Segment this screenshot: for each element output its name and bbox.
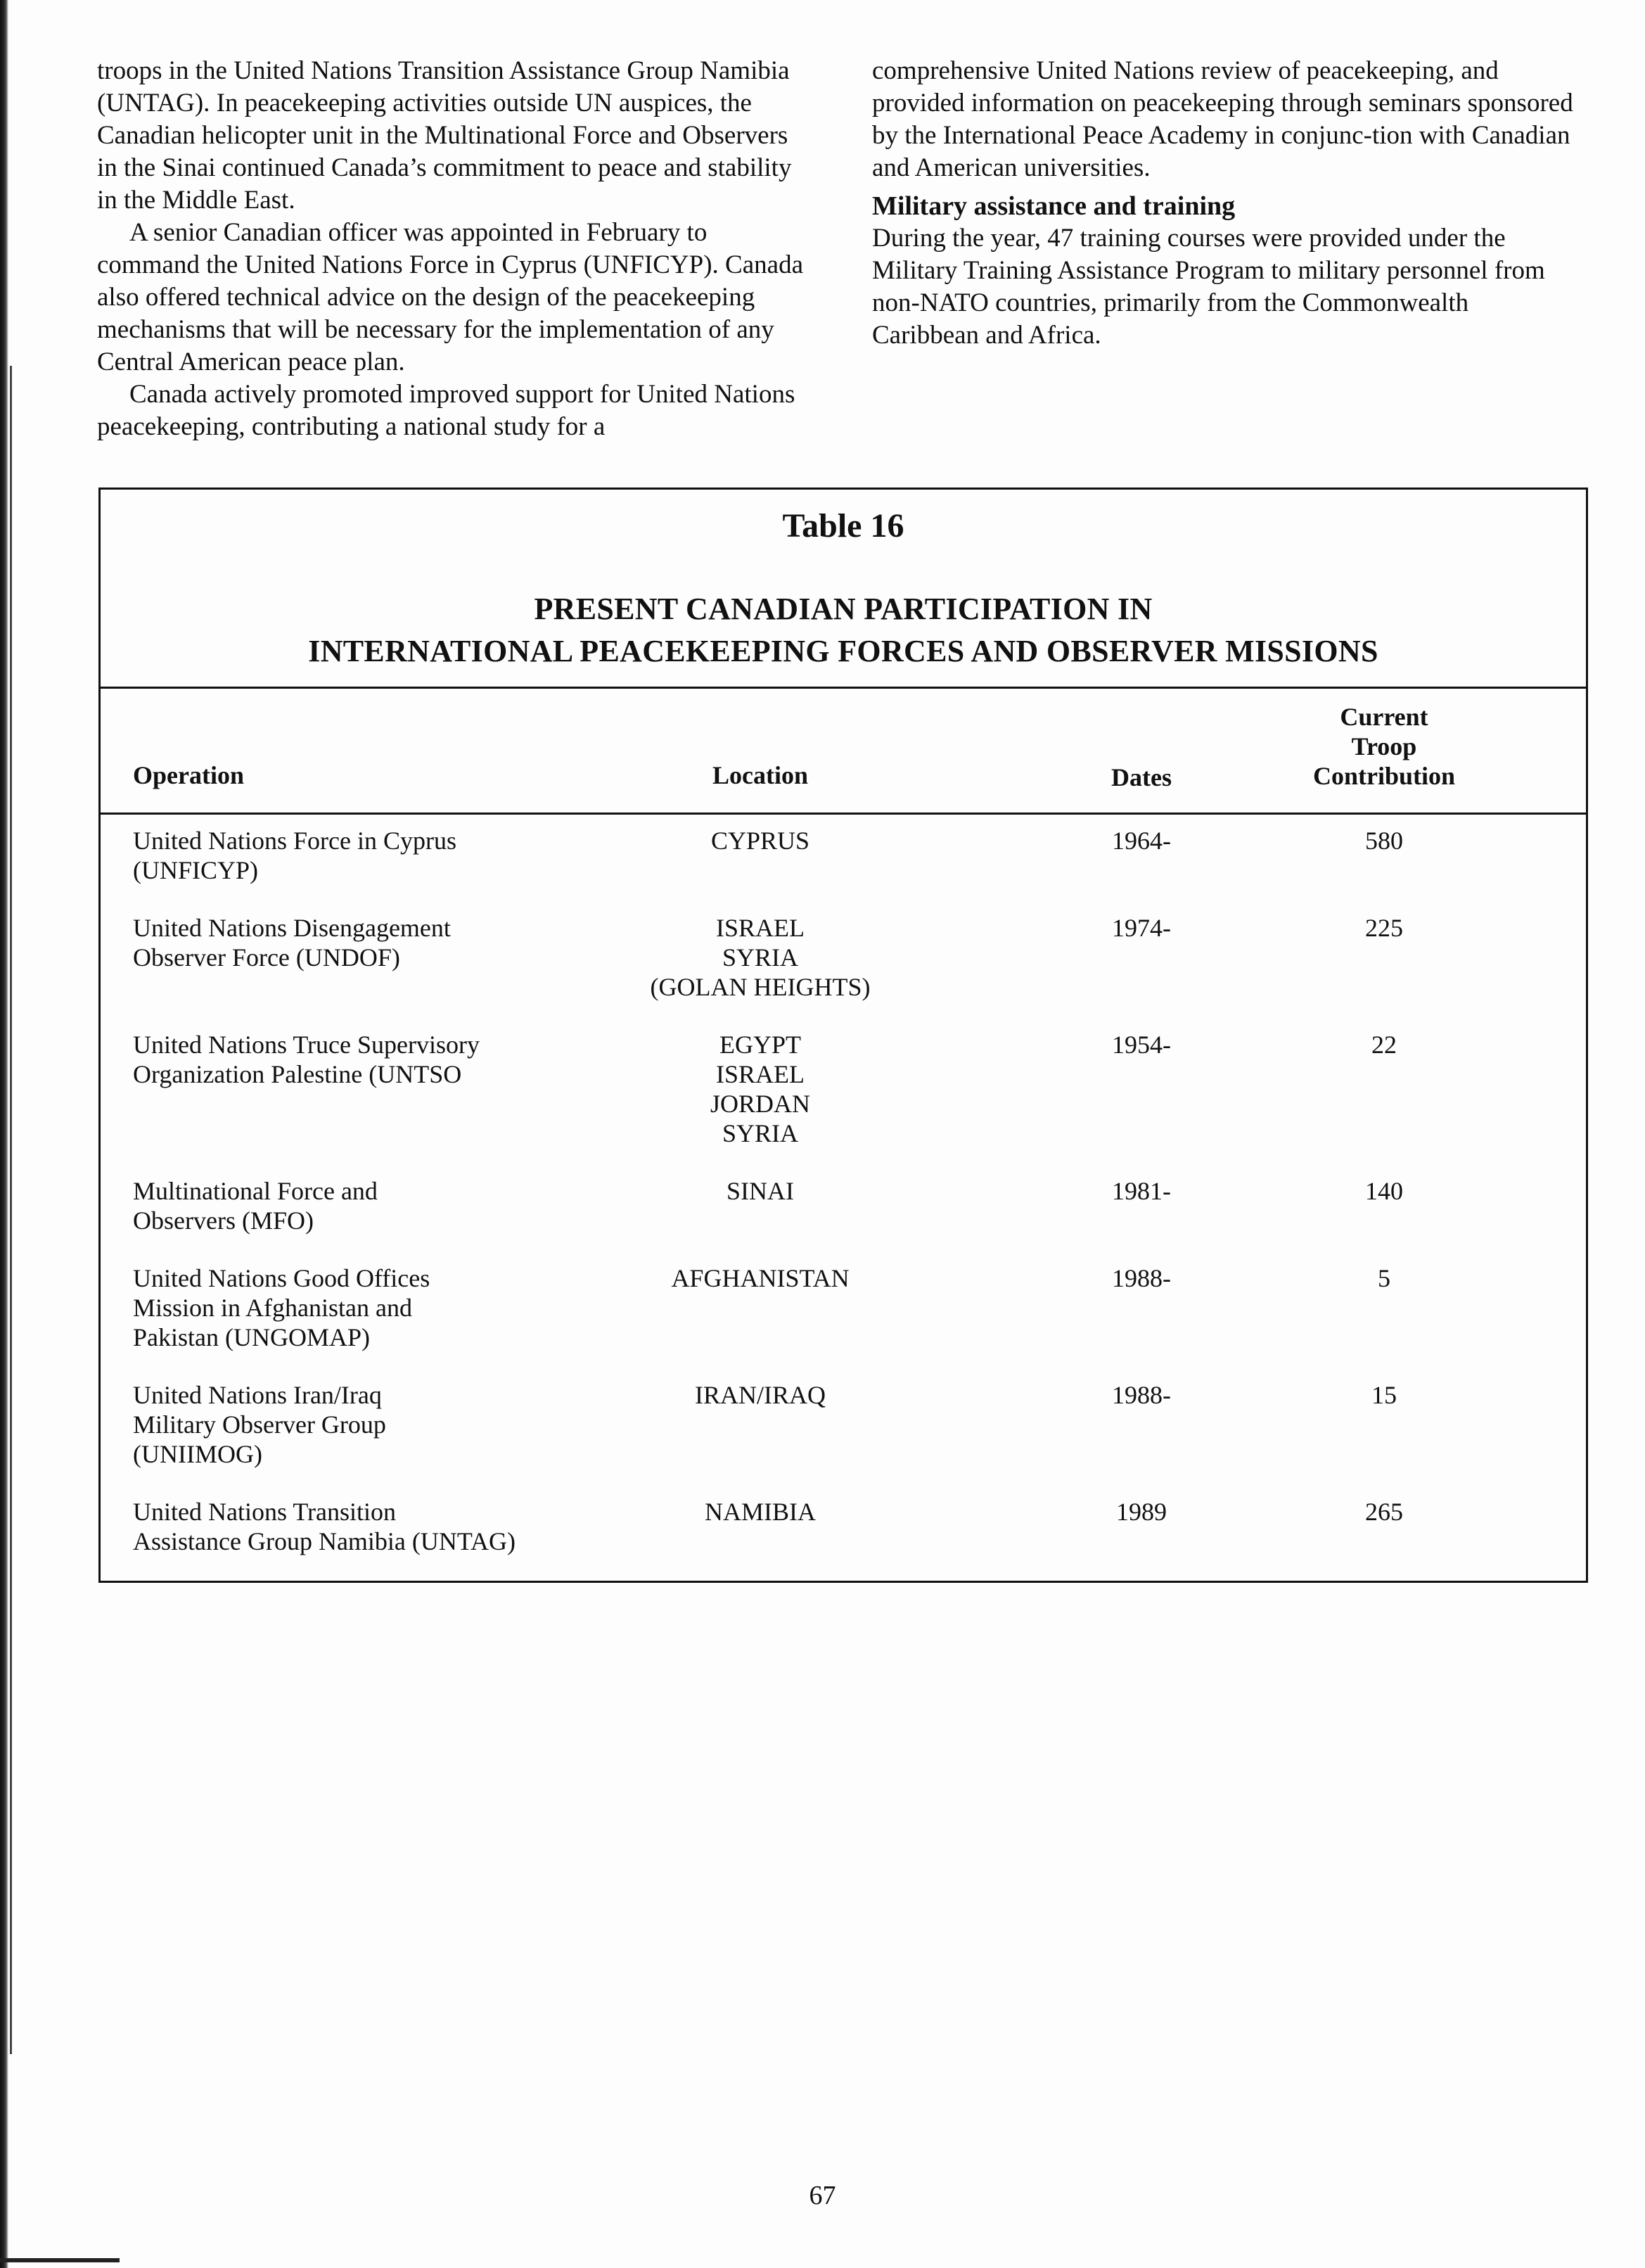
table-row — [101, 1380, 1586, 1497]
scan-smudge — [0, 2258, 120, 2262]
right-column — [872, 55, 1581, 352]
header-troop-line-1: Current — [1340, 703, 1428, 731]
operation-line: Mission in Afghanistan and — [133, 1294, 412, 1322]
table-body — [101, 826, 1586, 1584]
cell-troop-contribution: 580 — [1365, 827, 1403, 855]
peacekeeping-table — [98, 488, 1588, 1583]
left-paragraph-3: Canada actively promoted improved support for United Nations peacekeeping, contributing a national study for a — [97, 380, 795, 441]
cell-dates: 1981- — [1112, 1177, 1171, 1205]
cell-troop-contribution: 5 — [1378, 1264, 1390, 1292]
operation-line: United Nations Truce Supervisory — [133, 1031, 480, 1059]
operation-line: Observer Force (UNDOF) — [133, 943, 400, 971]
operation-line: Military Observer Group — [133, 1410, 386, 1439]
location-line: JORDAN — [710, 1090, 810, 1118]
section-subheading: Military assistance and training — [872, 191, 1236, 221]
location-line: SYRIA — [722, 943, 799, 971]
header-troop-contribution — [1268, 702, 1500, 791]
cell-location — [644, 1176, 876, 1206]
location-line: NAMIBIA — [705, 1498, 816, 1526]
table-title-line-1: PRESENT CANADIAN PARTICIPATION IN — [534, 592, 1153, 626]
cell-dates: 1989 — [1116, 1498, 1167, 1526]
page-number: 67 — [809, 2181, 836, 2210]
cell-operation — [133, 826, 583, 885]
operation-line: United Nations Disengagement — [133, 914, 451, 942]
cell-operation — [133, 1263, 583, 1352]
scan-binding-line — [10, 366, 12, 2054]
cell-dates: 1988- — [1112, 1381, 1171, 1409]
header-dates: Dates — [1111, 763, 1172, 791]
cell-operation — [133, 1176, 583, 1235]
table-title — [101, 588, 1586, 673]
table-row — [101, 1176, 1586, 1263]
cell-location — [644, 826, 876, 855]
location-line: ISRAEL — [716, 1060, 805, 1088]
table-title-line-2: INTERNATIONAL PEACEKEEPING FORCES AND OBSERVER MISSIONS — [308, 634, 1378, 668]
location-line: EGYPT — [719, 1031, 801, 1059]
location-line: SYRIA — [722, 1119, 799, 1147]
cell-location — [644, 1380, 876, 1410]
cell-troop-contribution: 140 — [1365, 1177, 1403, 1205]
operation-line: Assistance Group Namibia (UNTAG) — [133, 1527, 516, 1555]
cell-operation — [133, 1380, 583, 1469]
table-row — [101, 1497, 1586, 1584]
cell-operation — [133, 1030, 583, 1089]
cell-location — [644, 913, 876, 1002]
operation-line: (UNIIMOG) — [133, 1440, 262, 1468]
cell-dates: 1954- — [1112, 1031, 1171, 1059]
header-divider — [101, 813, 1586, 815]
operation-line: Organization Palestine (UNTSO — [133, 1060, 462, 1088]
table-row — [101, 1263, 1586, 1380]
location-line: IRAN/IRAQ — [695, 1381, 826, 1409]
cell-location — [644, 1263, 876, 1293]
cell-dates: 1974- — [1112, 914, 1171, 942]
header-operation: Operation — [133, 761, 244, 789]
operation-line: Pakistan (UNGOMAP) — [133, 1323, 370, 1351]
operation-line: United Nations Transition — [133, 1498, 397, 1526]
title-divider — [101, 687, 1586, 689]
location-line: AFGHANISTAN — [671, 1264, 850, 1292]
location-line: ISRAEL — [716, 914, 805, 942]
location-line: (GOLAN HEIGHTS) — [650, 973, 871, 1001]
left-paragraph-1: troops in the United Nations Transition Assistance Group Namibia (UNTAG). In peacekeeping activities outside UN auspices, the Canadian helicopter unit in the Multinational Force and Observers in the Sinai continued Canada’s commitment to peace and stability in the Middle East. — [97, 56, 792, 215]
cell-operation — [133, 1497, 583, 1556]
location-line: CYPRUS — [710, 827, 810, 855]
body-text — [97, 55, 1581, 449]
cell-troop-contribution: 15 — [1371, 1381, 1397, 1409]
operation-line: United Nations Good Offices — [133, 1264, 430, 1292]
table-row — [101, 913, 1586, 1030]
table-number: Table 16 — [782, 507, 904, 544]
header-location: Location — [712, 761, 808, 789]
cell-location — [644, 1030, 876, 1148]
right-paragraph-1: comprehensive United Nations review of peacekeeping, and provided information on peacekeeping through seminars sponsored by the International Peace Academy in conjunc-tion with Canadian and American universities. — [872, 56, 1573, 182]
cell-location — [644, 1497, 876, 1527]
left-column — [97, 55, 814, 443]
cell-troop-contribution: 265 — [1365, 1498, 1403, 1526]
operation-line: Observers (MFO) — [133, 1206, 314, 1235]
cell-dates: 1964- — [1112, 827, 1171, 855]
header-troop-line-2: Troop — [1351, 732, 1417, 760]
cell-troop-contribution: 22 — [1371, 1031, 1397, 1059]
operation-line: (UNFICYP) — [133, 856, 259, 884]
table-row — [101, 1030, 1586, 1176]
cell-troop-contribution: 225 — [1365, 914, 1403, 942]
right-paragraph-2: During the year, 47 training courses were provided under the Military Training Assistance Program to military personnel from non-NATO countries, primarily from the Commonwealth Caribbean and Africa. — [872, 224, 1545, 350]
header-troop-line-3: Contribution — [1312, 762, 1456, 790]
scan-binding-edge — [0, 0, 8, 2268]
operation-line: United Nations Force in Cyprus — [133, 827, 456, 855]
table-row — [101, 826, 1586, 913]
operation-line: Multinational Force and — [133, 1177, 378, 1205]
left-paragraph-2: A senior Canadian officer was appointed in February to command the United Nations Force in Cyprus (UNFICYP). Canada also offered technical advice on the design of the peacekeeping mechanisms that will be necessary for the implementation of any Central American peace plan. — [97, 218, 803, 376]
operation-line: United Nations Iran/Iraq — [133, 1381, 382, 1409]
location-line: SINAI — [727, 1177, 794, 1205]
cell-operation — [133, 913, 583, 972]
cell-dates: 1988- — [1112, 1264, 1171, 1292]
